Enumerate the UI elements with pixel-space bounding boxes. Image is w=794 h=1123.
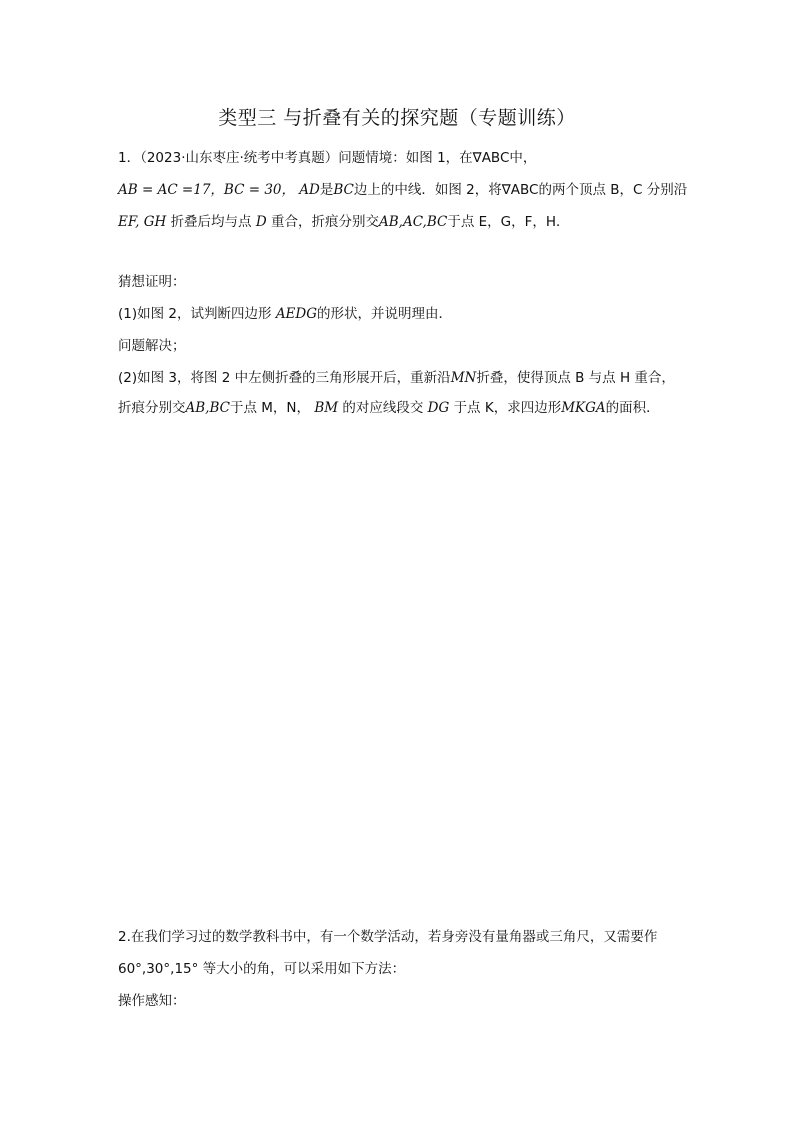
q1-solve-heading: 问题解决； bbox=[118, 338, 186, 354]
q1-equation: AB = AC =17，BC = 30， bbox=[118, 182, 295, 198]
q1-part2-line2 bbox=[118, 396, 660, 416]
q1-part2-text: 折痕分别交 bbox=[118, 400, 186, 416]
q1-part2-text: 于点 K，求四边形 bbox=[453, 400, 562, 416]
q1-fold-line bbox=[118, 210, 570, 230]
q1-text: 重合，折痕分别交 bbox=[270, 214, 379, 230]
q1-quadrilateral-mkga: MKGA bbox=[561, 400, 606, 416]
q1-segment-bm: BM bbox=[314, 400, 339, 416]
q1-fold-segments: EF, GH bbox=[118, 214, 167, 230]
q1-part1-text: 的形状，并说明理由． bbox=[317, 306, 453, 322]
q1-part2-line1 bbox=[118, 366, 675, 386]
q1-quadrilateral-aedg: AEDG bbox=[275, 306, 318, 322]
q1-text: 折叠后均与点 bbox=[170, 214, 252, 230]
q1-part2-text: (2)如图 3，将图 2 中左侧折叠的三角形展开后，重新沿 bbox=[118, 370, 451, 386]
q1-part1 bbox=[118, 302, 452, 322]
q1-segment-dg: DG bbox=[427, 400, 450, 416]
q1-text: 是 bbox=[319, 182, 334, 198]
q1-segment-ad: AD bbox=[299, 182, 320, 198]
q1-intro-line: 1．（2023·山东枣庄·统考中考真题）问题情境：如图 1，在∇ABC中， bbox=[118, 150, 537, 166]
q1-text: 边上的中线．如图 2，将∇ABC的两个顶点 B，C 分别沿 bbox=[353, 182, 688, 198]
q1-segment-bc: BC bbox=[333, 182, 354, 198]
q2-operation-heading: 操作感知： bbox=[118, 993, 186, 1009]
q1-part2-text: 的面积． bbox=[605, 400, 660, 416]
q1-point-d: D bbox=[255, 214, 267, 230]
q1-part2-text: 的对应线段交 bbox=[342, 400, 424, 416]
q1-part2-text: 于点 M，N， bbox=[229, 400, 311, 416]
q2-intro-line: 2.在我们学习过的数学教科书中，有一个数学活动，若身旁没有量角器或三角尺，又需要作 bbox=[118, 929, 658, 945]
q1-guess-heading: 猜想证明： bbox=[118, 274, 186, 290]
q1-segments-ab-bc: AB,BC bbox=[185, 400, 230, 416]
q1-part2-text: 折叠，使得顶点 B 与点 H 重合， bbox=[476, 370, 675, 386]
q2-angles-line: 60°,30°,15° 等大小的角，可以采用如下方法： bbox=[118, 961, 406, 977]
q1-part1-text: (1)如图 2，试判断四边形 bbox=[118, 306, 272, 322]
q1-segment-mn: MN bbox=[450, 370, 477, 386]
q1-crease-segments: AB,AC,BC bbox=[378, 214, 448, 230]
page-title: 类型三 与折叠有关的探究题（专题训练） bbox=[218, 107, 576, 129]
q1-condition-line bbox=[118, 178, 687, 198]
q1-text: 于点 E，G，F，H． bbox=[447, 214, 570, 230]
